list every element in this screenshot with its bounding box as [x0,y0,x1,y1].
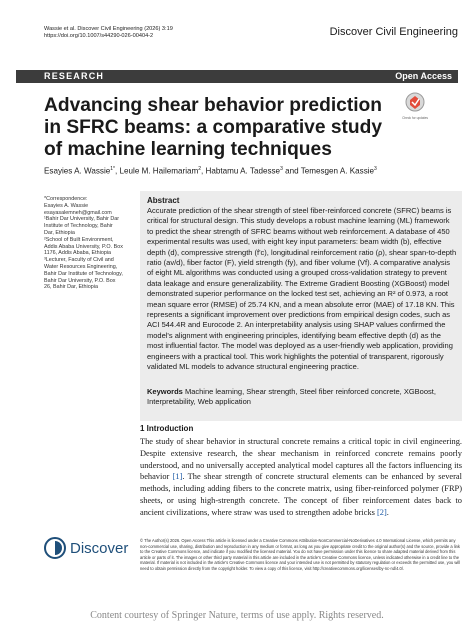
license-text: © The Author(s) 2026. Open Access This article is licensed under a Creative Commons Attribution-NonCommercial-NoDerivatives 4.0 International License, which permits any non-commercial use, sharing, distribution and reproduction in any medium or format, as long as you give appropriate credit to the original author(s) and the source, provide a link to the Creative Commons licence, and indicate if you modified the licensed material. You do not have permission under this licence to share adapted material derived from this article or parts of it. The images or other third party material in this article are included in the article's Creative Commons licence, unless indicated otherwise in a credit line to the material. If material is not included in the article's Creative Commons licence and your intended use is not permitted by statutory regulation or exceeds the permitted use, you will need to obtain permission directly from the copyright holder. To view a copy of this licence, visit http://creativecommons.org/licenses/by-nc-nd/4.0/. [140,538,461,571]
doi-link[interactable]: https://doi.org/10.1007/s44290-026-00404-2 [44,33,154,39]
open-access-label: Open Access [395,71,452,81]
keywords-label: Keywords [147,387,183,396]
intro-text: . The shear strength of concrete structural elements can be enhanced by several methods, including adding fibers to the concrete matrix, using fiber-reinforced polymer (FRP) sheets, or using high-strength concrete. The concept of fiber reinforcement dates back to ancient civilizations, where straw was used to strengthen adobe bricks [140,472,462,517]
author-list: Esayies A. Wassie$^{1*}$, Leule M. Hailemariam$^2$, Habtamu A. Tadesse$^3$ and Temesgen A. Kassie$^3$ [44,166,377,176]
discover-logo-text: Discover [70,540,129,557]
section-heading-introduction: 1 Introduction [140,424,194,433]
correspondence-name: Esayies A. Wassie [44,202,89,209]
author-affil: 1* [110,166,116,172]
abstract-text: Accurate prediction of the shear strength of steel fiber-reinforced concrete (SFRC) beams is critical for structural design. This study develops a robust machine learning (ML) framework to predict the shear strength of SFRC beams without web reinforcement. A database of 450 experimental results was used, with eight key input parameters: beam width (b), effective depth (d), compressive strength (f'c), longitudinal reinforcement ratio (ρ), shear span-to-depth ratio (av/d), fiber factor (F), yield strength (fy), and fiber volume (Vf). A comparative analysis of eight ML algorithms was conducted using a grouped cross-validation strategy to prevent data leakage and ensure generalizability. The Extreme Gradient Boosting (XGBoost) model demonstrated superior performance on the locked test set, achieving an R² of 0.973, a root mean square error (RMSE) of 25.74 KN, and a mean absolute error (MAE) of 17.18 KN. This represents a significant improvement over predictions from empirical design codes, such as ACI 544.4R and Eurocode 2. An interpretability analysis using SHAP values confirmed the model's alignment with engineering principles, identifying beam effective depth (d) as the most influential factor. The model was deployed as a user-friendly web application, providing engineers with a practical tool. This work highlights the potential of transparent, rigorously validated ML models to advance structural engineering practice. [147,206,457,372]
keywords-list: Machine learning, Shear strength, Steel fiber reinforced concrete, XGBoost, Interpretability, Web application [147,387,436,407]
author-affil: 3 [280,166,283,172]
abstract-heading: Abstract [147,196,180,205]
reference-link[interactable]: [2] [377,507,387,517]
affiliation-1: ¹Bahir Dar University, Bahir Dar Institute of Technology, Bahir Dar, Ethiopia [44,216,120,236]
reference-link[interactable]: [1] [172,472,183,482]
citation-line-1: Wassie et al. Discover Civil Engineering (2026) 3:19 [44,26,173,32]
citation-header [44,26,173,40]
article-type-label: RESEARCH [44,71,105,81]
author-name[interactable]: Temesgen A. Kassie [300,166,375,176]
affiliation-2: ²School of Built Environment, Addis Ababa University, P.O. Box 1176, Addis Ababa, Ethiopia [44,236,123,257]
author-name[interactable]: Leule M. Hailemariam [119,166,199,176]
affiliations-sidebar [44,196,124,291]
affiliation-3: ³Lecturer, Faculty of Civil and Water Resources Engineering, Bahir Dar Institute of Technology, Bahir Dar University, P.O. Box 26, Bahir Dar, Ethiopia [44,257,123,291]
intro-text: The study of shear behavior in structural concrete remains a critical topic in civil engineering. Despite extensive research, the shear mechanism in reinforced concrete remains poorly understood, and no universally accepted analytical model captures all the factors influencing its behavior [140,437,462,482]
footer-notice: Content courtesy of Springer Nature, terms of use apply. Rights reserved. [90,610,384,621]
abstract-box [140,191,462,421]
introduction-paragraph [140,436,462,519]
discover-logo-icon [44,537,66,559]
journal-name: Discover Civil Engineering [329,26,458,38]
keywords [147,387,457,408]
article-type-banner [16,70,458,83]
correspondence-label: *Correspondence: [44,196,88,202]
correspondence-email[interactable]: esayasalemneh@gmail.com [44,209,112,216]
crossmark-label: Check for updates [402,116,428,120]
author-name[interactable]: Esayies A. Wassie [44,166,111,176]
article-title: Advancing shear behavior prediction in SFRC beams: a comparative study of machine learning techniques [44,95,383,160]
intro-text: . [386,507,389,517]
author-name[interactable]: Habtamu A. Tadesse [205,166,281,176]
author-affil: 3 [374,166,377,172]
author-affil: 2 [198,166,202,172]
